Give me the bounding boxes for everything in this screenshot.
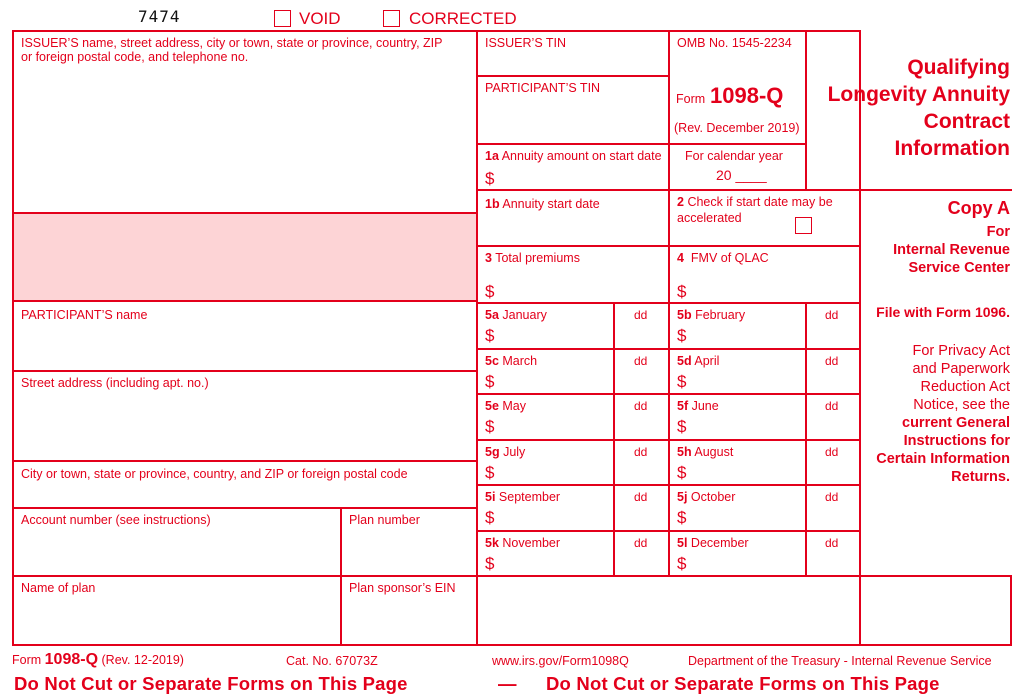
divider <box>476 302 860 304</box>
box-5k-dollar[interactable]: $ <box>485 554 495 573</box>
department-label: Department of the Treasury - Internal Revenue Service <box>688 654 992 668</box>
copy-a-label: Copy A <box>947 198 1010 218</box>
corrected-label: CORRECTED <box>409 9 517 28</box>
box-5b-dd: dd <box>825 308 839 322</box>
do-not-cut-right: Do Not Cut or Separate Forms on This Page <box>546 673 940 694</box>
box-3-dollar: $ <box>485 282 495 301</box>
box-5b-label: 5b February <box>677 308 746 322</box>
calendar-year-field[interactable]: 20 ____ <box>716 167 767 183</box>
title-line: Information <box>894 137 1010 160</box>
do-not-cut-left: Do Not Cut or Separate Forms on This Page <box>14 673 408 694</box>
divider <box>12 300 478 302</box>
box-5j-label: 5j October <box>677 490 736 504</box>
plan-name-label: Name of plan <box>21 581 96 595</box>
divider <box>476 143 807 145</box>
forlines-line: Internal Revenue <box>893 242 1010 258</box>
box-5d-dd: dd <box>825 354 839 368</box>
box-5g-label: 5g July <box>485 445 526 459</box>
divider <box>12 575 478 577</box>
box-5h-label: 5h August <box>677 445 734 459</box>
forlines-line: Service Center <box>908 260 1010 276</box>
form-prefix: Form <box>676 92 706 106</box>
issuer-tin-label: ISSUER’S TIN <box>485 36 567 50</box>
box-5c-dd: dd <box>634 354 648 368</box>
box-5d-dollar[interactable]: $ <box>677 372 687 391</box>
box-5k-dd: dd <box>634 536 648 550</box>
plan-number-label: Plan number <box>349 513 420 527</box>
box-2-label: 2 Check if start date may be <box>677 195 833 209</box>
box-5i-dd: dd <box>634 490 648 504</box>
box-5g-dd: dd <box>634 445 648 459</box>
form-title <box>790 54 1010 162</box>
city-label: City or town, state or province, country, and ZIP or foreign postal code <box>21 467 408 481</box>
title-line: Contract <box>923 110 1010 133</box>
privacy-line: current General <box>902 415 1010 431</box>
void-label: VOID <box>299 9 341 28</box>
title-line: Qualifying <box>907 56 1010 79</box>
box-5d-label: 5d April <box>677 354 720 368</box>
box-5j-dollar[interactable]: $ <box>677 508 687 527</box>
box-5f-dollar[interactable]: $ <box>677 417 687 436</box>
title-line: Longevity Annuity <box>827 83 1010 106</box>
forlines-line: For <box>986 224 1010 240</box>
divider <box>476 393 860 395</box>
box-1b-label: 1b Annuity start date <box>485 197 600 211</box>
divider <box>476 484 860 486</box>
void-checkbox[interactable] <box>274 10 291 27</box>
privacy-notice <box>876 342 1010 486</box>
divider <box>476 439 860 441</box>
lower-right-area <box>476 575 1012 646</box>
divider <box>476 530 860 532</box>
box-5e-label: 5e May <box>485 399 527 413</box>
participant-name-label: PARTICIPANT’S name <box>21 308 148 322</box>
box-5f-label: 5f June <box>677 399 719 413</box>
divider <box>12 212 478 214</box>
shaded-area <box>14 213 476 300</box>
accelerated-checkbox[interactable] <box>795 217 812 234</box>
box-5c-dollar[interactable]: $ <box>485 372 495 391</box>
box-5a-dollar[interactable]: $ <box>485 326 495 345</box>
sponsor-ein-label: Plan sponsor’s EIN <box>349 581 456 595</box>
box-5f-dd: dd <box>825 399 839 413</box>
box-1a-label: 1a Annuity amount on start date <box>485 149 662 163</box>
privacy-line: Reduction Act <box>920 379 1010 395</box>
privacy-line: Returns. <box>951 469 1010 485</box>
form-sequence-number: 7474 <box>138 7 181 26</box>
box-1a-dollar: $ <box>485 169 495 188</box>
box-5l-label: 5l December <box>677 536 749 550</box>
divider <box>12 460 478 462</box>
account-number-label: Account number (see instructions) <box>21 513 211 527</box>
box-5l-dollar[interactable]: $ <box>677 554 687 573</box>
omb-number: OMB No. 1545-2234 <box>677 36 792 50</box>
box-2-label-line2: accelerated <box>677 211 742 225</box>
box-5g-dollar[interactable]: $ <box>485 463 495 482</box>
participant-tin-label: PARTICIPANT’S TIN <box>485 81 601 95</box>
box-5c-label: 5c March <box>485 354 538 368</box>
form-revision: (Rev. December 2019) <box>674 121 800 135</box>
do-not-cut-dash: — <box>498 673 517 694</box>
issuer-label-line2: or foreign postal code, and telephone no. <box>21 50 249 64</box>
street-address-label: Street address (including apt. no.) <box>21 376 209 390</box>
privacy-line: For Privacy Act <box>912 343 1010 359</box>
corrected-checkbox[interactable] <box>383 10 400 27</box>
for-irs-label <box>893 223 1010 277</box>
privacy-line: Instructions for <box>903 433 1010 449</box>
box-5j-dd: dd <box>825 490 839 504</box>
divider <box>476 30 478 646</box>
box-5b-dollar[interactable]: $ <box>677 326 687 345</box>
box-5h-dollar[interactable]: $ <box>677 463 687 482</box>
divider <box>476 348 860 350</box>
box-4-label: 4 FMV of QLAC <box>677 251 769 265</box>
box-5e-dollar[interactable]: $ <box>485 417 495 436</box>
divider <box>476 245 860 247</box>
privacy-line: and Paperwork <box>912 361 1010 377</box>
box-5a-label: 5a January <box>485 308 547 322</box>
divider <box>476 189 1012 191</box>
calendar-year-label: For calendar year <box>685 149 783 163</box>
irs-url: www.irs.gov/Form1098Q <box>492 654 629 668</box>
box-5k-label: 5k November <box>485 536 561 550</box>
divider <box>476 75 670 77</box>
box-5i-dollar[interactable]: $ <box>485 508 495 527</box>
privacy-line: Notice, see the <box>913 397 1010 413</box>
issuer-label: ISSUER’S name, street address, city or town, state or province, country, ZIP <box>21 36 443 50</box>
file-with-label: File with Form 1096. <box>876 304 1010 320</box>
privacy-line: Certain Information <box>876 451 1010 467</box>
form-name: 1098-Q <box>710 83 784 108</box>
divider <box>12 370 478 372</box>
footer-form-id: Form 1098-Q (Rev. 12-2019) <box>12 651 184 668</box>
catalog-number: Cat. No. 67073Z <box>286 654 378 668</box>
box-4-dollar: $ <box>677 282 687 301</box>
box-5a-dd: dd <box>634 308 648 322</box>
box-5e-dd: dd <box>634 399 648 413</box>
divider <box>12 507 478 509</box>
box-5h-dd: dd <box>825 445 839 459</box>
box-5i-label: 5i September <box>485 490 561 504</box>
box-3-label: 3 Total premiums <box>485 251 580 265</box>
box-5l-dd: dd <box>825 536 839 550</box>
divider <box>340 508 342 646</box>
